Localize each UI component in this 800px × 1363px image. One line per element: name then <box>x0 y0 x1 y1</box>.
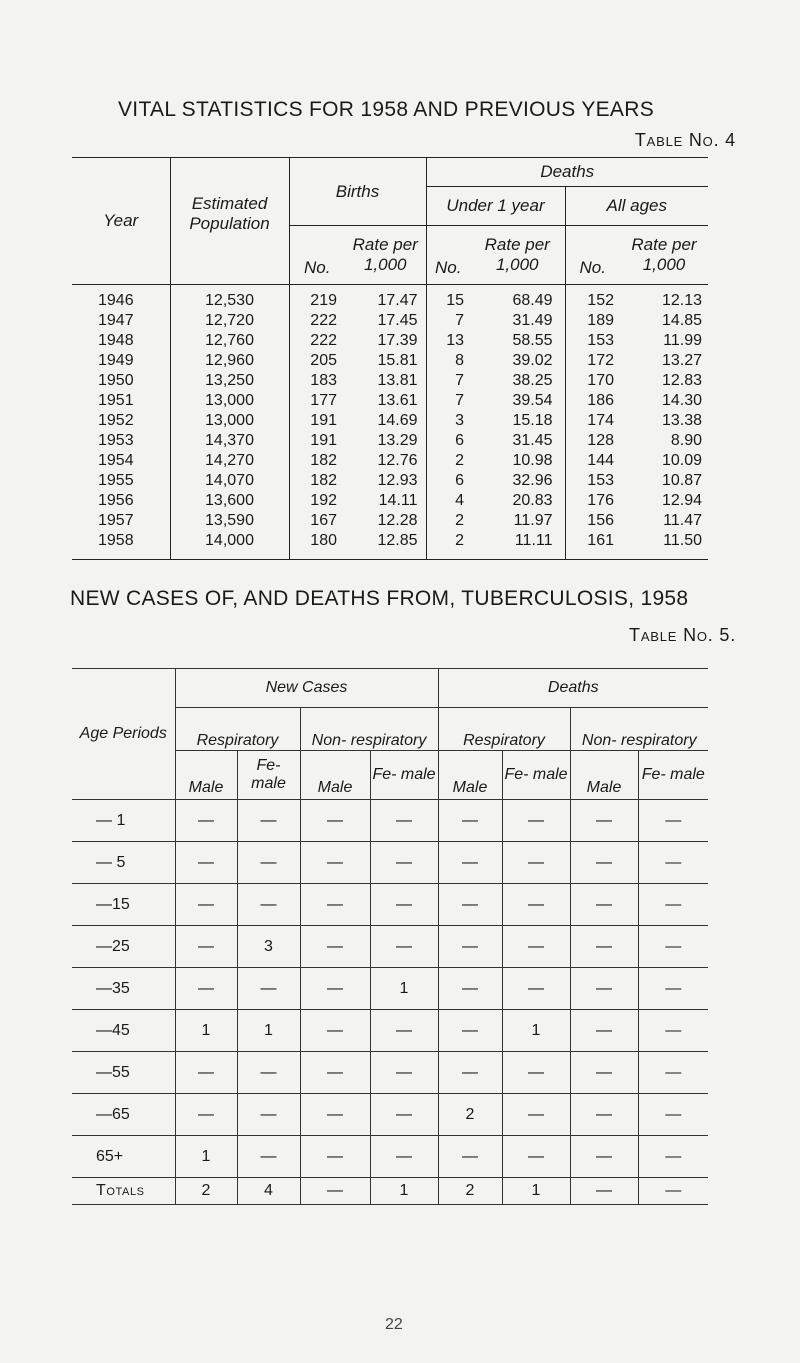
age-period-cell: —35 <box>72 968 175 1010</box>
table-cell: 189 <box>587 312 614 329</box>
table-cell: — <box>570 926 638 968</box>
table-cell: 1953 <box>72 431 170 451</box>
table-cell: 1950 <box>72 371 170 391</box>
header-female: Fe- male <box>638 751 708 800</box>
table-cell: — <box>502 1094 570 1136</box>
table-cell: — <box>175 1052 237 1094</box>
table-cell: — <box>570 884 638 926</box>
table-cell: 4 <box>455 492 464 509</box>
table-cell: 1 <box>237 1010 300 1052</box>
table-cell: 12.28 <box>345 511 426 531</box>
table-cell: 6 <box>455 472 464 489</box>
table4-number: Table No. 4 <box>634 130 736 150</box>
header-infant-no: No. <box>435 258 462 277</box>
table-cell: 1952 <box>72 411 170 431</box>
table-cell: 177 <box>310 392 337 409</box>
table-cell: 12,960 <box>170 351 289 371</box>
table-cell: 2 <box>455 452 464 469</box>
table-cell: 10.98 <box>470 451 565 471</box>
table-row <box>72 471 708 491</box>
table-row <box>72 285 708 312</box>
table-cell: 1 <box>175 1136 237 1178</box>
table-cell: 10.87 <box>661 472 702 489</box>
table-cell: 183 <box>310 372 337 389</box>
table-cell: 152 <box>587 292 614 309</box>
table-row <box>72 1136 708 1178</box>
table-cell: 2 <box>438 1178 502 1205</box>
table-cell: 191 <box>310 412 337 429</box>
table-cell: — <box>570 842 638 884</box>
age-period-cell: —45 <box>72 1010 175 1052</box>
table-cell: — <box>237 842 300 884</box>
table-cell: 14,070 <box>170 471 289 491</box>
table-cell: 12,720 <box>170 311 289 331</box>
table-cell: 222 <box>310 312 337 329</box>
table-cell: 13,600 <box>170 491 289 511</box>
table-cell: 2 <box>175 1178 237 1205</box>
header-d-respiratory: Respiratory <box>438 708 570 751</box>
table-row <box>72 511 708 531</box>
table-cell: — <box>438 926 502 968</box>
age-period-cell: —55 <box>72 1052 175 1094</box>
table-cell: — <box>300 1178 370 1205</box>
table-cell: 1 <box>502 1010 570 1052</box>
table-cell: 191 <box>310 432 337 449</box>
table-cell: — <box>502 842 570 884</box>
table-cell: — <box>570 968 638 1010</box>
age-period-cell: — 5 <box>72 842 175 884</box>
table-cell: 32.96 <box>470 471 565 491</box>
table-cell: 153 <box>587 472 614 489</box>
table-cell: 222 <box>310 332 337 349</box>
table-row <box>72 531 708 560</box>
table-cell: 14,270 <box>170 451 289 471</box>
header-tb-deaths: Deaths <box>438 669 708 708</box>
table-cell: — <box>370 926 438 968</box>
table-cell: 174 <box>587 412 614 429</box>
age-period-cell: Totals <box>72 1178 175 1205</box>
table-cell: 128 <box>587 432 614 449</box>
table-cell: — <box>300 1010 370 1052</box>
age-period-cell: 65+ <box>72 1136 175 1178</box>
header-births-no: No. <box>304 258 331 277</box>
table-cell: 1951 <box>72 391 170 411</box>
table-cell: 13.27 <box>661 352 702 369</box>
table-cell: — <box>638 842 708 884</box>
table-cell: — <box>638 1136 708 1178</box>
age-period-cell: — 1 <box>72 800 175 842</box>
table-cell: 20.83 <box>470 491 565 511</box>
table5-heading: NEW CASES OF, AND DEATHS FROM, TUBERCULOSIS, 1958 <box>70 587 689 610</box>
table-cell: — <box>638 1178 708 1205</box>
table-cell: 1 <box>502 1178 570 1205</box>
table-cell: — <box>438 968 502 1010</box>
table-cell: — <box>502 800 570 842</box>
table-cell: 15.18 <box>470 411 565 431</box>
table-cell: 39.02 <box>470 351 565 371</box>
table-cell: 7 <box>455 312 464 329</box>
table-row <box>72 351 708 371</box>
table-row <box>72 800 708 842</box>
table-cell: — <box>570 1052 638 1094</box>
table-cell: — <box>370 1136 438 1178</box>
table-cell: 14.30 <box>661 392 702 409</box>
header-infant-rate: Rate per 1,000 <box>470 226 565 285</box>
table-row <box>72 1052 708 1094</box>
table-cell: 2 <box>438 1094 502 1136</box>
table-cell: 1948 <box>72 331 170 351</box>
table-cell: 14.11 <box>345 491 426 511</box>
table-cell: — <box>638 968 708 1010</box>
table-cell: 11.11 <box>470 531 565 560</box>
table-cell: 3 <box>237 926 300 968</box>
table-row <box>72 371 708 391</box>
table-cell: 31.49 <box>470 311 565 331</box>
table-cell: 186 <box>587 392 614 409</box>
table-cell: — <box>175 842 237 884</box>
table-cell: — <box>502 884 570 926</box>
table-cell: 6 <box>455 432 464 449</box>
table-row <box>72 884 708 926</box>
table-cell: 8.90 <box>670 432 702 449</box>
table-cell: 1954 <box>72 451 170 471</box>
table-row <box>72 926 708 968</box>
table-row <box>72 411 708 431</box>
table-cell: — <box>370 800 438 842</box>
table-cell: 13.29 <box>345 431 426 451</box>
table-cell: — <box>175 1094 237 1136</box>
table-cell: — <box>438 800 502 842</box>
table-cell: — <box>502 926 570 968</box>
table-cell: — <box>300 1052 370 1094</box>
table-cell: — <box>570 1178 638 1205</box>
header-female: Fe- male <box>370 751 438 800</box>
table-cell: — <box>438 842 502 884</box>
table-cell: — <box>570 1094 638 1136</box>
table-cell: — <box>638 1052 708 1094</box>
header-all-rate: Rate per 1,000 <box>631 235 697 274</box>
table-cell: 192 <box>310 492 337 509</box>
table-cell: — <box>175 884 237 926</box>
table-cell: 13.61 <box>345 391 426 411</box>
table-cell: — <box>300 926 370 968</box>
table-cell: 1957 <box>72 511 170 531</box>
header-deaths: Deaths <box>426 158 708 187</box>
table-cell: 13,000 <box>170 391 289 411</box>
table-cell: 219 <box>310 292 337 309</box>
table-cell: 17.47 <box>345 285 426 312</box>
table-cell: 153 <box>587 332 614 349</box>
table-cell: — <box>300 1094 370 1136</box>
table-cell: 12.85 <box>345 531 426 560</box>
table-cell: 17.39 <box>345 331 426 351</box>
table-cell: 156 <box>587 512 614 529</box>
table-cell: — <box>370 842 438 884</box>
table-cell: — <box>438 884 502 926</box>
table-cell: — <box>370 1094 438 1136</box>
header-nc-respiratory: Respiratory <box>175 708 300 751</box>
table-cell: 4 <box>237 1178 300 1205</box>
table-cell: — <box>638 926 708 968</box>
table-row <box>72 311 708 331</box>
table-row <box>72 491 708 511</box>
page-number: 22 <box>385 1316 403 1333</box>
table-cell: 12.13 <box>661 292 702 309</box>
table-cell: — <box>638 884 708 926</box>
table-cell: 15.81 <box>345 351 426 371</box>
header-births: Births <box>289 158 426 226</box>
table-cell: — <box>175 926 237 968</box>
table-cell: 14.69 <box>345 411 426 431</box>
table-cell: 12,530 <box>170 285 289 312</box>
table-row <box>72 451 708 471</box>
table-cell: 180 <box>289 531 345 560</box>
table-cell: 14,370 <box>170 431 289 451</box>
table-cell: 176 <box>587 492 614 509</box>
age-period-cell: —15 <box>72 884 175 926</box>
header-age-periods: Age Periods <box>72 669 175 800</box>
header-new-cases: New Cases <box>175 669 438 708</box>
table-row <box>72 331 708 351</box>
header-year: Year <box>72 158 170 285</box>
table-cell: 2 <box>455 512 464 529</box>
header-male: Male <box>175 751 237 800</box>
table-cell: — <box>438 1052 502 1094</box>
table-cell: 12.94 <box>661 492 702 509</box>
table-cell: 14.85 <box>661 312 702 329</box>
table-cell: 39.54 <box>470 391 565 411</box>
table-cell: 1 <box>370 968 438 1010</box>
table-row <box>72 1010 708 1052</box>
table-cell: — <box>638 1094 708 1136</box>
table-cell: 182 <box>310 472 337 489</box>
table-cell: 205 <box>310 352 337 369</box>
table-cell: — <box>300 1136 370 1178</box>
table-cell: 13,000 <box>170 411 289 431</box>
table-cell: 38.25 <box>470 371 565 391</box>
table-cell: — <box>237 1094 300 1136</box>
table-cell: 1956 <box>72 491 170 511</box>
table-cell: 1 <box>175 1010 237 1052</box>
table-cell: — <box>438 1010 502 1052</box>
table-cell: 8 <box>455 352 464 369</box>
table-cell: — <box>300 968 370 1010</box>
table-cell: — <box>570 800 638 842</box>
table-row <box>72 968 708 1010</box>
tuberculosis-table <box>72 668 708 1205</box>
table-cell: — <box>638 1010 708 1052</box>
table4-heading: VITAL STATISTICS FOR 1958 AND PREVIOUS YEARS <box>118 98 655 121</box>
table-cell: 170 <box>587 372 614 389</box>
table-cell: 12.83 <box>661 372 702 389</box>
table-cell: 13.81 <box>345 371 426 391</box>
table-cell: — <box>237 968 300 1010</box>
table-cell: 1955 <box>72 471 170 491</box>
table-cell: — <box>638 800 708 842</box>
table-cell: 13 <box>446 332 464 349</box>
table-cell: 15 <box>446 292 464 309</box>
table-cell: 11.47 <box>663 512 702 529</box>
table-cell: — <box>237 884 300 926</box>
header-d-nonrespiratory: Non- respiratory <box>570 708 708 751</box>
table-row <box>72 431 708 451</box>
table-cell: 2 <box>426 531 470 560</box>
table-cell: 14,000 <box>170 531 289 560</box>
age-period-cell: —65 <box>72 1094 175 1136</box>
table-cell: 3 <box>455 412 464 429</box>
header-all-ages: All ages <box>565 187 708 226</box>
header-births-rate: Rate per 1,000 <box>345 226 426 285</box>
header-female: Fe- male <box>502 751 570 800</box>
table-cell: 1 <box>370 1178 438 1205</box>
totals-row <box>72 1178 708 1205</box>
table-row <box>72 1094 708 1136</box>
table-cell: 7 <box>455 392 464 409</box>
table-cell: — <box>237 1136 300 1178</box>
table-cell: — <box>502 1052 570 1094</box>
table-cell: — <box>237 1052 300 1094</box>
table-cell: — <box>175 968 237 1010</box>
age-period-cell: —25 <box>72 926 175 968</box>
table-cell: 12.93 <box>345 471 426 491</box>
table-cell: 31.45 <box>470 431 565 451</box>
header-male: Male <box>300 751 370 800</box>
table-cell: 182 <box>310 452 337 469</box>
table-cell: 13,590 <box>170 511 289 531</box>
table-cell: 12,760 <box>170 331 289 351</box>
table-cell: — <box>300 842 370 884</box>
table-cell: — <box>570 1136 638 1178</box>
header-all-no: No. <box>579 258 606 277</box>
table-cell: 11.50 <box>620 531 708 560</box>
table-cell: 7 <box>455 372 464 389</box>
table-cell: 1958 <box>72 531 170 560</box>
header-female: Fe- male <box>237 751 300 800</box>
table-cell: 17.45 <box>345 311 426 331</box>
table-cell: — <box>300 884 370 926</box>
table-cell: — <box>502 1136 570 1178</box>
table-cell: 13,250 <box>170 371 289 391</box>
table-cell: — <box>370 1052 438 1094</box>
table-cell: 13.38 <box>661 412 702 429</box>
header-male: Male <box>438 751 502 800</box>
table-cell: 58.55 <box>470 331 565 351</box>
header-male: Male <box>570 751 638 800</box>
header-nc-nonrespiratory: Non- respiratory <box>300 708 438 751</box>
table-cell: 1949 <box>72 351 170 371</box>
table-cell: 144 <box>587 452 614 469</box>
table-cell: — <box>370 1010 438 1052</box>
table-cell: 68.49 <box>470 285 565 312</box>
table-cell: 1947 <box>72 311 170 331</box>
table5-number: Table No. 5. <box>629 625 736 645</box>
table-cell: — <box>175 800 237 842</box>
table-cell: 11.99 <box>663 332 702 349</box>
table-cell: — <box>300 800 370 842</box>
table-cell: 1946 <box>72 285 170 312</box>
table-cell: — <box>438 1136 502 1178</box>
vital-statistics-table <box>72 157 708 560</box>
table-cell: 11.97 <box>470 511 565 531</box>
table-cell: — <box>502 968 570 1010</box>
table-cell: — <box>370 884 438 926</box>
header-population: Estimated Population <box>170 158 289 285</box>
table-row <box>72 391 708 411</box>
table-cell: 12.76 <box>345 451 426 471</box>
table-cell: 172 <box>587 352 614 369</box>
table-cell: — <box>237 800 300 842</box>
table-row <box>72 842 708 884</box>
table-cell: — <box>570 1010 638 1052</box>
table-cell: 10.09 <box>661 452 702 469</box>
table-cell: 167 <box>310 512 337 529</box>
table-cell: 161 <box>565 531 620 560</box>
header-under-1-year: Under 1 year <box>426 187 565 226</box>
